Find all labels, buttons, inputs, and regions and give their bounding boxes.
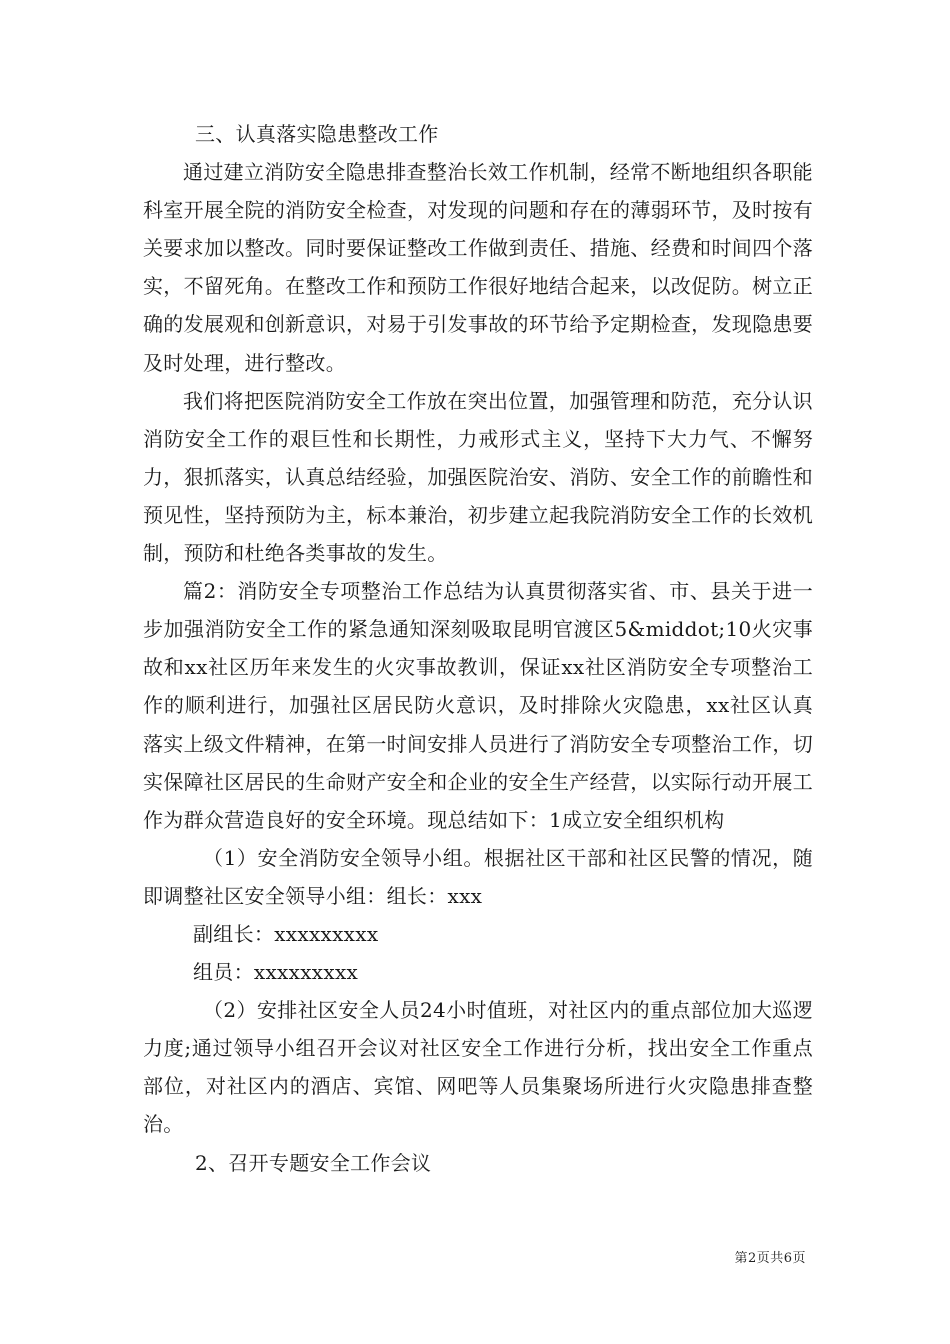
paragraph: （2）安排社区安全人员24小时值班，对社区内的重点部位加大巡逻力度;通过领导小组召开会议对社区安全工作进行分析，找出安全工作重点部位，对社区内的酒店、宾馆、网吧等人员集聚场所进行火灾隐患排查整治。 xyxy=(143,998,813,1137)
section-heading: 三、认真落实隐患整改工作 xyxy=(195,122,439,146)
paragraph: 通过建立消防安全隐患排查整治长效工作机制，经常不断地组织各职能科室开展全院的消防安全检查，对发现的问题和存在的薄弱环节，及时按有关要求加以整改。同时要保证整改工作做到责任、措施、经费和时间四个落实，不留死角。在整改工作和预防工作很好地结合起来，以改促防。树立正确的发展观和创新意识，对易于引发事故的环节给予定期检查，发现隐患要及时处理，进行整改。 xyxy=(143,160,813,375)
document-body xyxy=(143,115,813,1182)
paragraph: 篇2：消防安全专项整治工作总结为认真贯彻落实省、市、县关于进一步加强消防安全工作的紧急通知深刻吸取昆明官渡区5&middot;10火灾事故和xx社区历年来发生的火灾事故教训，保证xx社区消防安全专项整治工作的顺利进行，加强社区居民防火意识，及时排除火灾隐患，xx社区认真落实上级文件精神，在第一时间安排人员进行了消防安全专项整治工作，切实保障社区居民的生命财产安全和企业的安全生产经营，以实际行动开展工作为群众营造良好的安全环境。现总结如下：1成立安全组织机构 xyxy=(143,579,813,832)
deputy-leader-line: 副组长：xxxxxxxxx xyxy=(193,921,379,946)
section-heading: 2、召开专题安全工作会议 xyxy=(195,1150,432,1175)
page-number: 第2页共6页 xyxy=(734,1251,806,1266)
paragraph: （1）安全消防安全领导小组。根据社区干部和社区民警的情况，随即调整社区安全领导小组：组长：xxx xyxy=(143,845,813,908)
members-line: 组员：xxxxxxxxx xyxy=(193,960,359,985)
paragraph: 我们将把医院消防安全工作放在突出位置，加强管理和防范，充分认识消防安全工作的艰巨性和长期性，力戒形式主义，坚持下大力气、不懈努力，狠抓落实，认真总结经验，加强医院治安、消防、安全工作的前瞻性和预见性，坚持预防为主，标本兼治，初步建立起我院消防安全工作的长效机制，预防和杜绝各类事故的发生。 xyxy=(143,388,813,566)
